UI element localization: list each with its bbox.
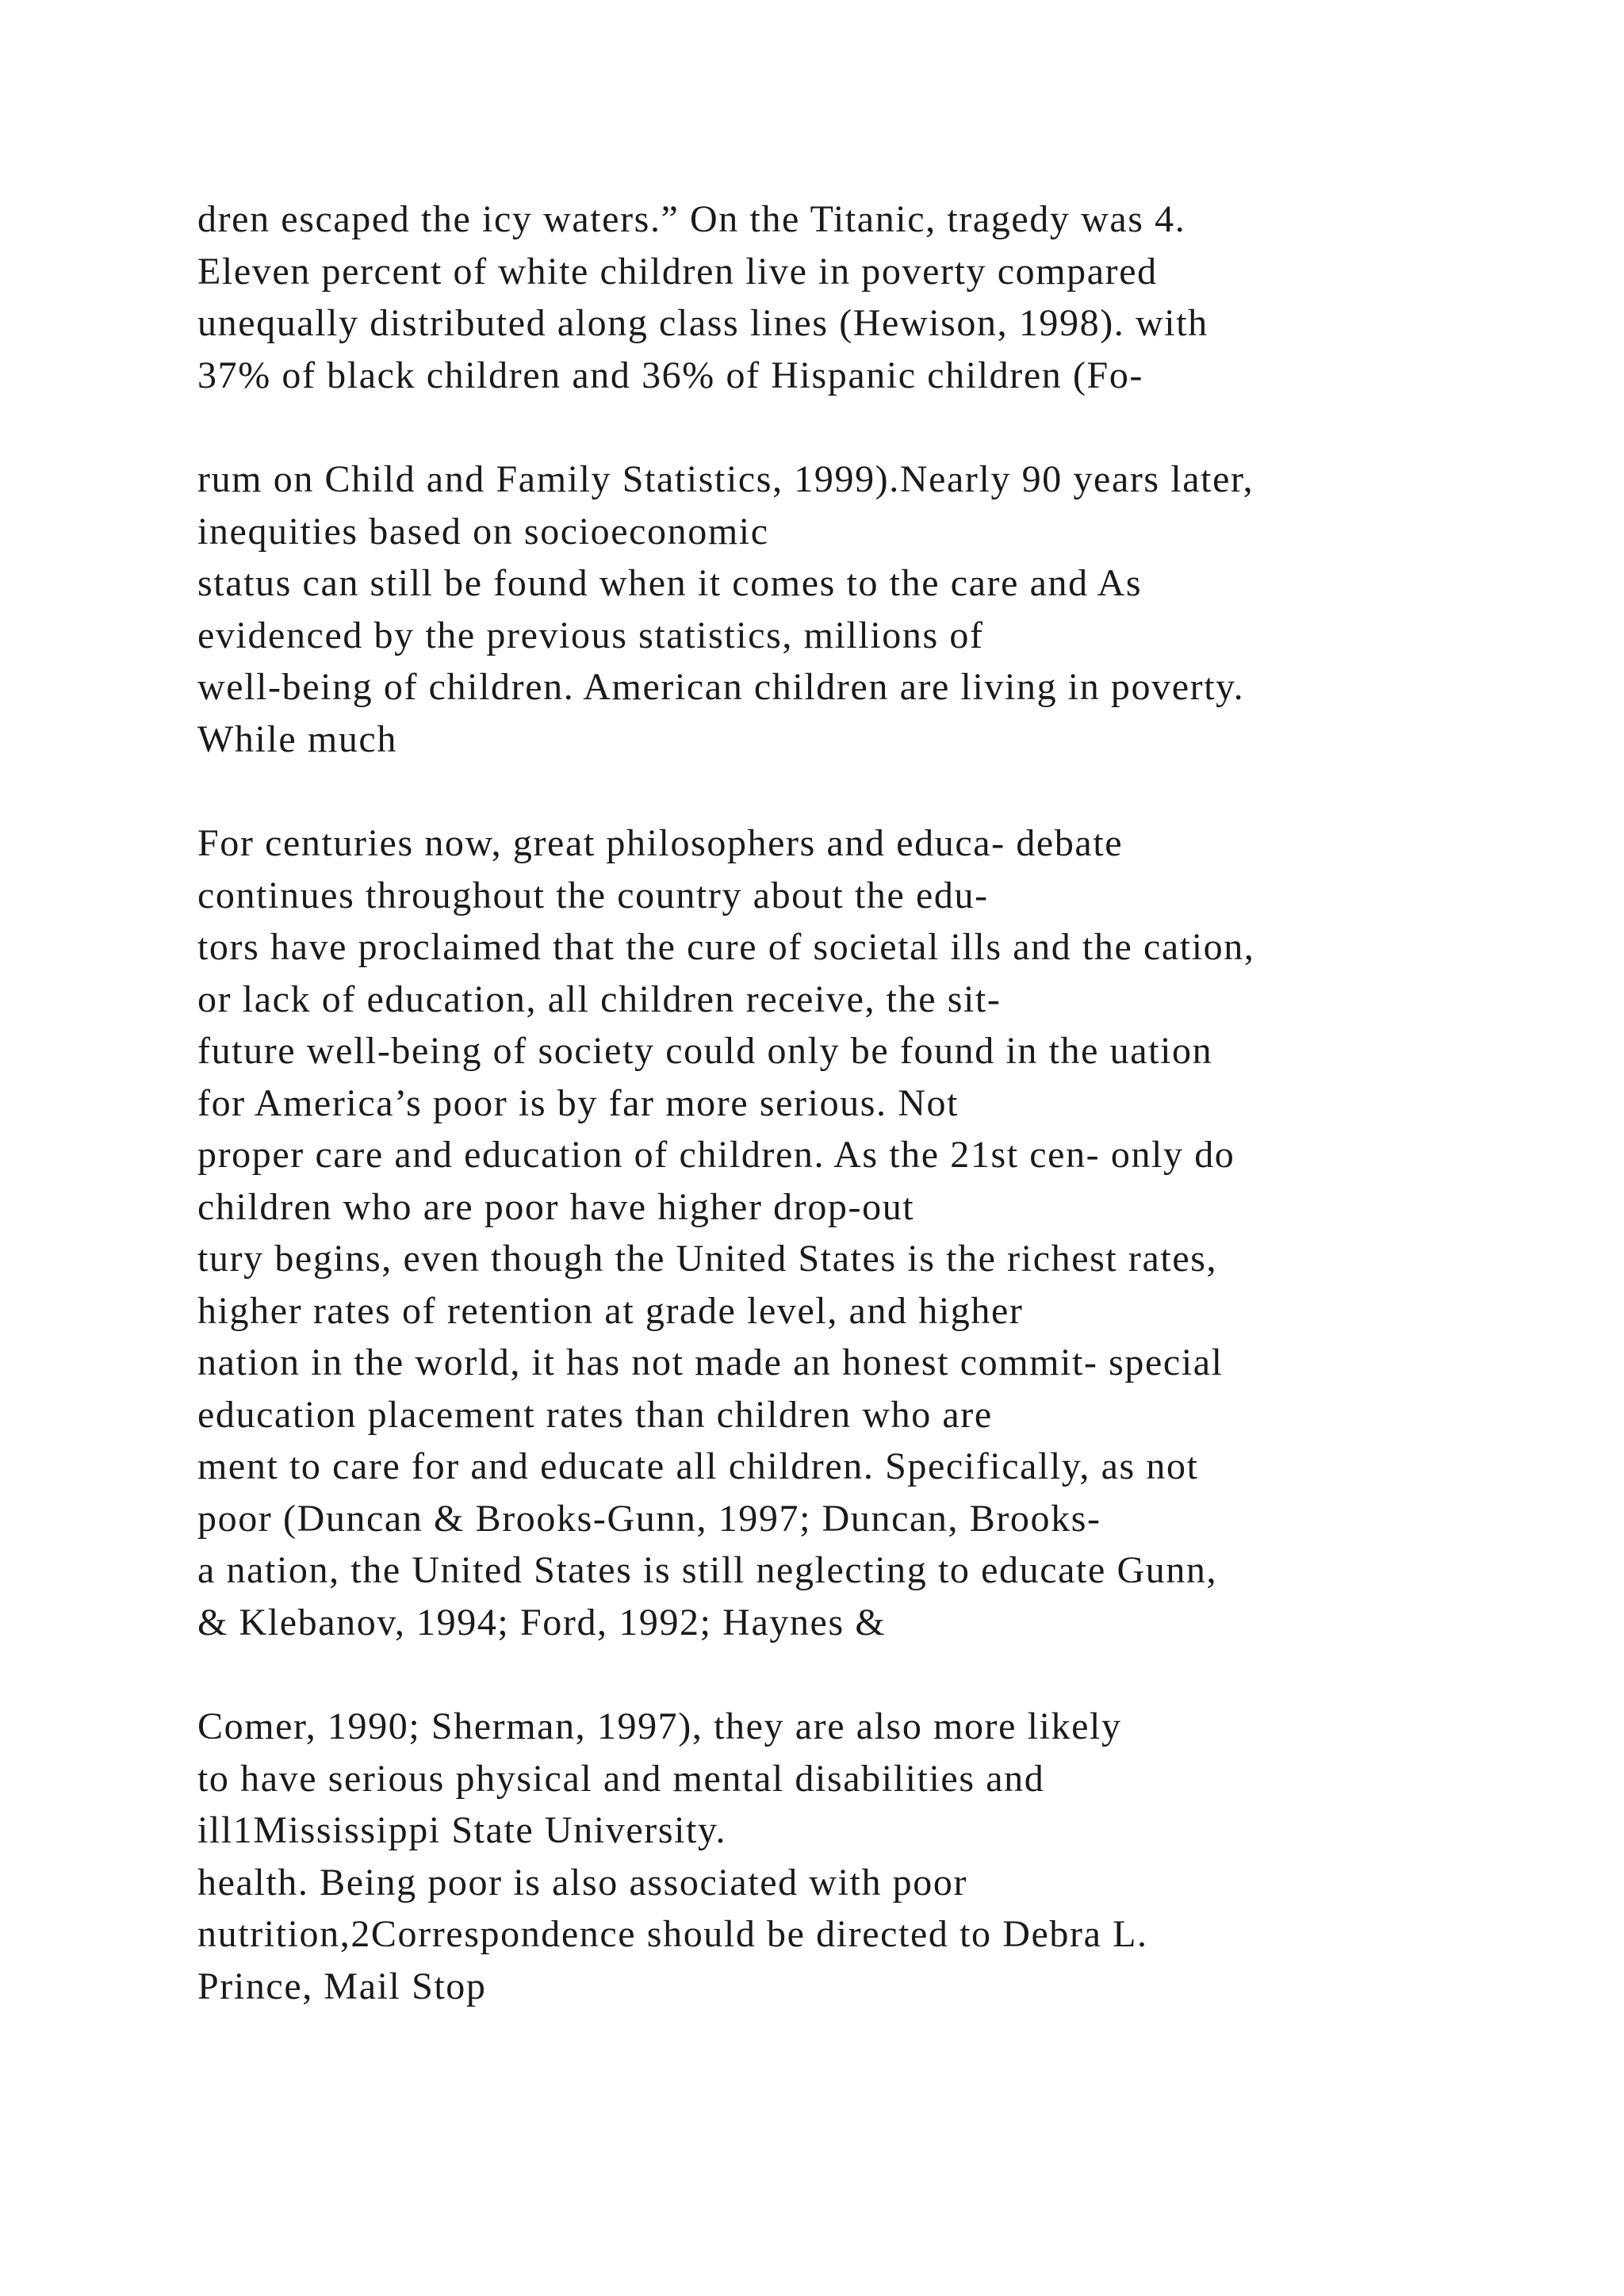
text-line: evidenced by the previous statistics, millions of (197, 614, 984, 656)
document-page (197, 193, 1545, 2064)
text-line: or lack of education, all children receive, the sit- (197, 978, 1002, 1020)
text-line: 37% of black children and 36% of Hispanic children (Fo- (197, 354, 1144, 396)
text-line: nation in the world, it has not made an honest commit- special (197, 1341, 1224, 1383)
text-line: inequities based on socioeconomic (197, 510, 769, 553)
text-line: rum on Child and Family Statistics, 1999).Nearly 90 years later, (197, 458, 1254, 500)
text-line: poor (Duncan & Brooks-Gunn, 1997; Duncan, Brooks- (197, 1497, 1101, 1540)
text-line: For centuries now, great philosophers and educa- debate (197, 822, 1124, 864)
text-line: to have serious physical and mental disabilities and (197, 1757, 1045, 1800)
text-line: education placement rates than children who are (197, 1393, 993, 1436)
text-line: dren escaped the icy waters.” On the Titanic, tragedy was 4. (197, 198, 1186, 240)
text-line: well-being of children. American children are living in poverty. (197, 666, 1245, 708)
text-line: ment to care for and educate all children. Specifically, as not (197, 1445, 1199, 1487)
text-line: Prince, Mail Stop (197, 1965, 487, 2007)
paragraph-4 (197, 1701, 1545, 2012)
text-line: status can still be found when it comes to the care and As (197, 562, 1143, 604)
text-line: future well-being of society could only be found in the uation (197, 1030, 1213, 1072)
text-line: ill1Mississippi State University. (197, 1809, 727, 1851)
text-line: tors have proclaimed that the cure of societal ills and the cation, (197, 926, 1255, 968)
text-line: Comer, 1990; Sherman, 1997), they are also more likely (197, 1705, 1122, 1747)
text-line: for America’s poor is by far more serious. Not (197, 1081, 959, 1124)
text-line: a nation, the United States is still neglecting to educate Gunn, (197, 1549, 1218, 1591)
text-line: children who are poor have higher drop-out (197, 1185, 915, 1228)
text-line: nutrition,2Correspondence should be directed to Debra L. (197, 1913, 1148, 1955)
text-line: tury begins, even though the United States is the richest rates, (197, 1238, 1218, 1280)
text-line: Eleven percent of white children live in poverty compared (197, 250, 1158, 293)
text-line: continues throughout the country about the edu- (197, 874, 989, 916)
text-line: health. Being poor is also associated with poor (197, 1861, 968, 1904)
paragraph-3 (197, 817, 1545, 1648)
text-line: While much (197, 718, 397, 760)
text-line: & Klebanov, 1994; Ford, 1992; Haynes & (197, 1601, 887, 1644)
paragraph-2 (197, 453, 1545, 765)
paragraph-1 (197, 193, 1545, 401)
text-line: proper care and education of children. As the 21st cen- only do (197, 1134, 1235, 1176)
text-line: higher rates of retention at grade level, and higher (197, 1289, 1024, 1332)
text-line: unequally distributed along class lines (Hewison, 1998). with (197, 302, 1208, 344)
